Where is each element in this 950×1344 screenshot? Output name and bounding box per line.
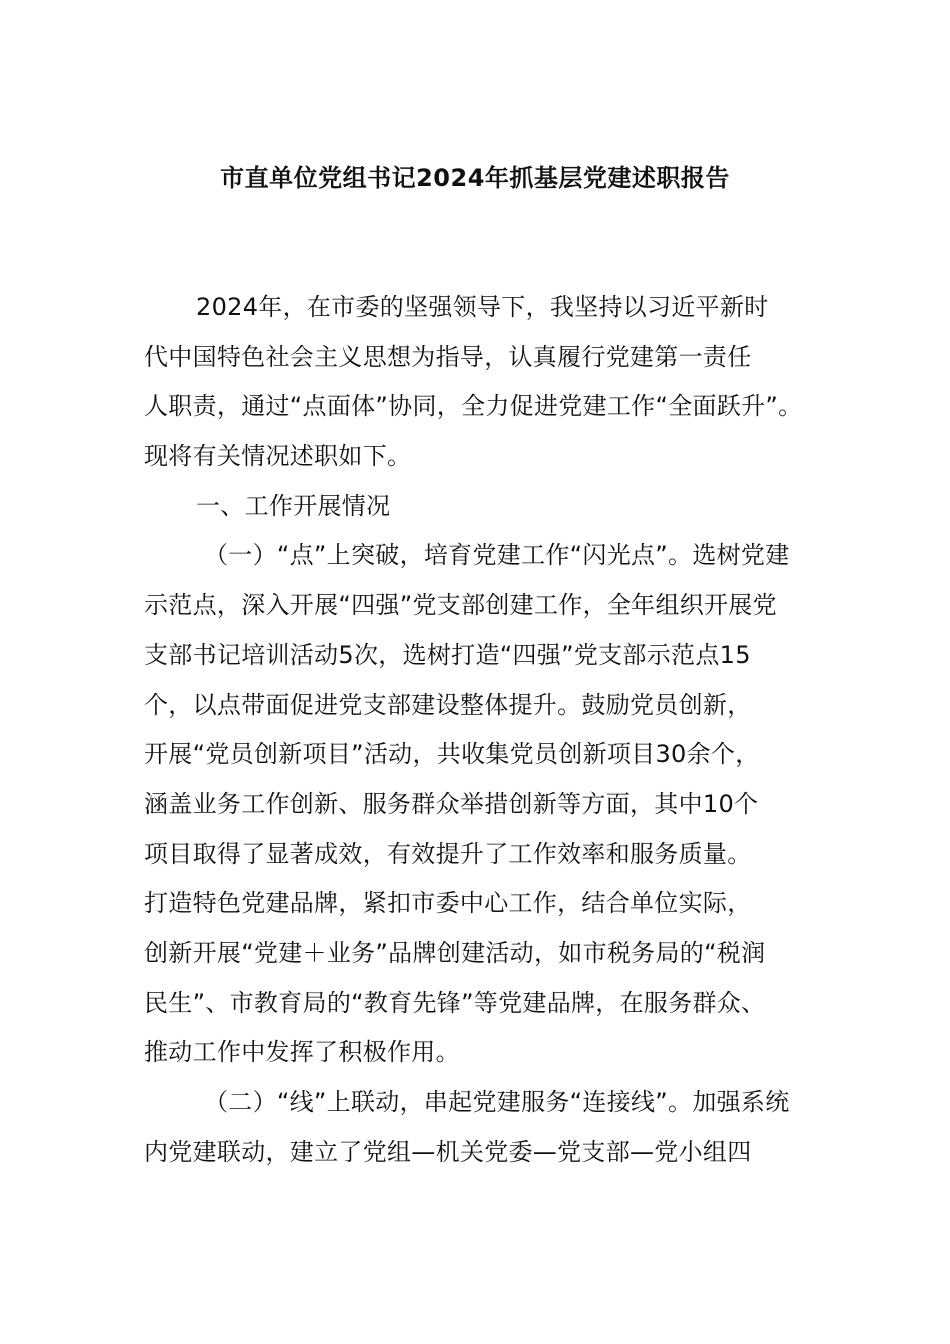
document-body bbox=[144, 283, 808, 1177]
subsection-line: （一）“点”上突破，培育党建工作“闪光点”。选树党建 bbox=[204, 541, 790, 570]
paragraph-line: 代中国特色社会主义思想为指导，认真履行党建第一责任 bbox=[144, 342, 752, 371]
section-heading: 一、工作开展情况 bbox=[196, 491, 391, 520]
paragraph-line: 创新开展“党建＋业务”品牌创建活动，如市税务局的“税润 bbox=[144, 938, 766, 967]
document-title: 市直单位党组书记2024年抓基层党建述职报告 bbox=[220, 164, 730, 192]
paragraph-line: 涵盖业务工作创新、服务群众举措创新等方面，其中10个 bbox=[144, 789, 759, 818]
paragraph-line: 2024年，在市委的坚强领导下，我坚持以习近平新时 bbox=[196, 293, 769, 321]
paragraph-line: 打造特色党建品牌，紧扣市委中心工作，结合单位实际， bbox=[144, 889, 752, 918]
paragraph-line: 民生”、市教育局的“教育先锋”等党建品牌，在服务群众、 bbox=[144, 988, 766, 1017]
paragraph-line: 内党建联动，建立了党组—机关党委—党支部—党小组四 bbox=[144, 1137, 752, 1166]
paragraph-line: 人职责，通过“点面体”协同，全力促进党建工作“全面跃升”。 bbox=[144, 392, 803, 421]
paragraph-line: 示范点，深入开展“四强”党支部创建工作，全年组织开展党 bbox=[144, 591, 777, 620]
paragraph-line: 项目取得了显著成效，有效提升了工作效率和服务质量。 bbox=[144, 839, 752, 868]
paragraph-line: 推动工作中发挥了积极作用。 bbox=[144, 1038, 460, 1067]
paragraph-line: 现将有关情况述职如下。 bbox=[144, 442, 412, 471]
paragraph-line: 支部书记培训活动5次，选树打造“四强”党支部示范点15 bbox=[144, 640, 751, 669]
subsection-line: （二）“线”上联动，串起党建服务“连接线”。加强系统 bbox=[204, 1088, 790, 1116]
paragraph-line: 开展“党员创新项目”活动，共收集党员创新项目30余个， bbox=[144, 740, 760, 769]
paragraph-line: 个，以点带面促进党支部建设整体提升。鼓励党员创新， bbox=[144, 690, 752, 719]
